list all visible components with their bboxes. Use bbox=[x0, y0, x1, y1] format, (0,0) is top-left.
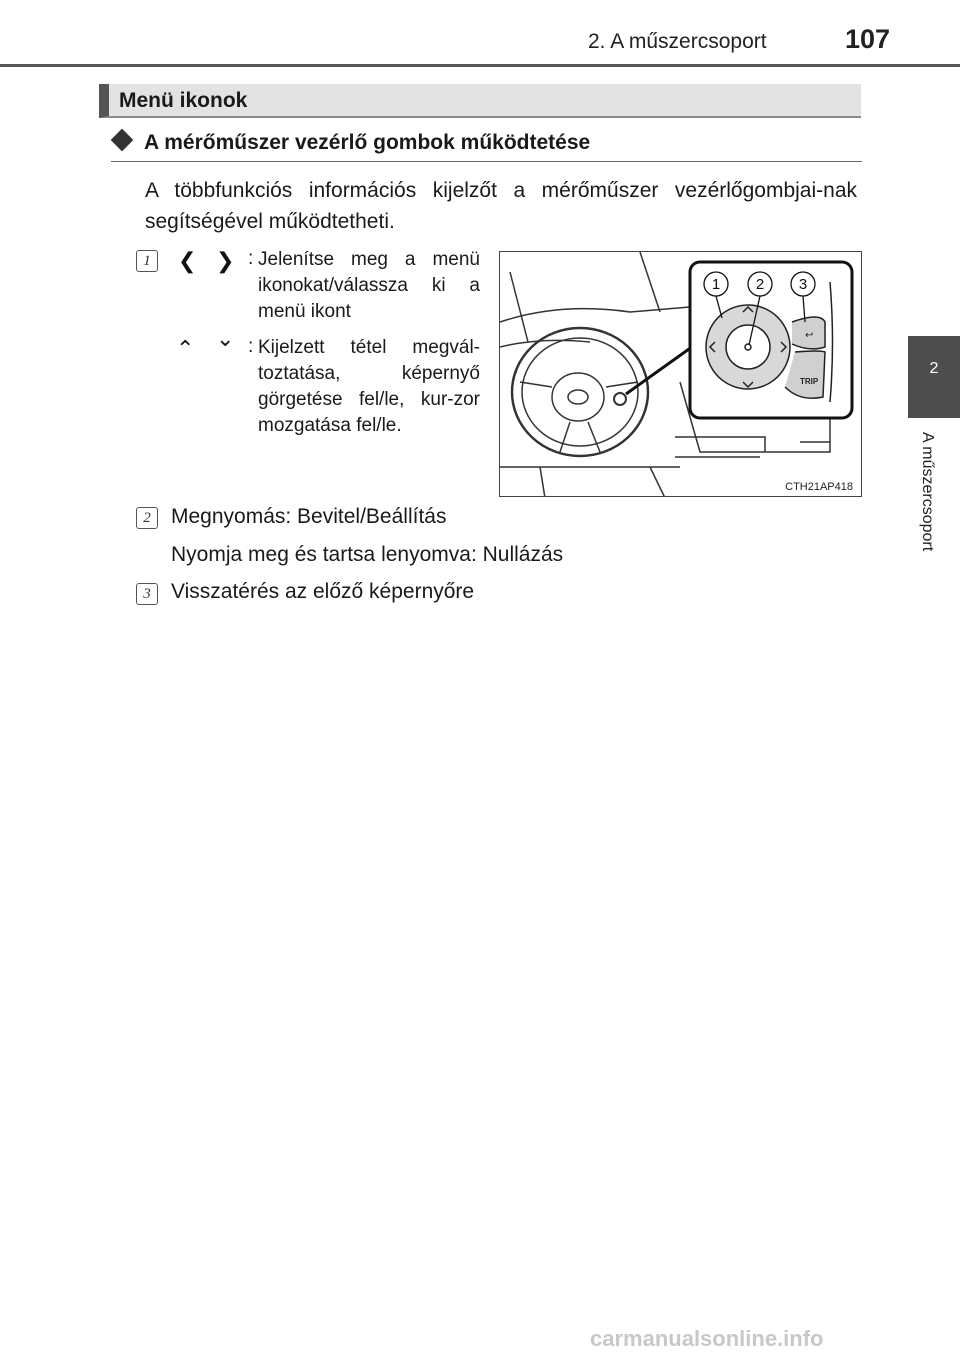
subheading-rule bbox=[111, 161, 862, 162]
chapter-tab-label: A műszercsoport bbox=[919, 432, 936, 552]
section-bar bbox=[99, 84, 861, 118]
chevron-left-icon: ❮ bbox=[178, 248, 197, 273]
callout-1: 1 bbox=[711, 276, 721, 293]
chevron-down-icon: ⌄ bbox=[216, 326, 235, 351]
definition-colon: : bbox=[248, 336, 254, 357]
chevron-up-icon: ⌃ bbox=[176, 336, 195, 361]
callout-2: 2 bbox=[755, 276, 765, 293]
item-text-secondary: Nyomja meg és tartsa lenyomva: Nullázás bbox=[171, 543, 564, 566]
running-header-section: 2. A műszercsoport bbox=[588, 30, 767, 53]
callout-3: 3 bbox=[798, 276, 808, 293]
header-rule bbox=[0, 64, 960, 67]
back-arrow-icon: ↩ bbox=[805, 330, 814, 341]
page-number: 107 bbox=[845, 24, 891, 54]
chevron-right-icon: ❯ bbox=[216, 248, 235, 273]
steering-wheel-illustration bbox=[499, 251, 862, 497]
watermark: carmanualsonline.info bbox=[590, 1326, 824, 1351]
subheading: A mérőműszer vezérlő gombok működtetése bbox=[144, 131, 591, 154]
trip-button-label: TRIP bbox=[800, 377, 819, 386]
section-title: Menü ikonok bbox=[119, 89, 248, 112]
item-text: Visszatérés az előző képernyőre bbox=[171, 580, 475, 603]
item-number-badge: 2 bbox=[136, 507, 158, 529]
definition-up-down: Kijelzett tétel megvál-toztatása, képernyő görgetése fel/le, kur-zor mozgatása fel/le. bbox=[258, 337, 480, 436]
chapter-tab bbox=[908, 336, 960, 418]
item-text: Megnyomás: Bevitel/Beállítás bbox=[171, 505, 447, 528]
chapter-tab-number: 2 bbox=[929, 360, 939, 377]
steering-wheel-drawing bbox=[500, 252, 862, 497]
illustration-code: CTH21AP418 bbox=[785, 481, 853, 493]
item-number-badge: 3 bbox=[136, 583, 158, 605]
definition-left-right: Jelenítse meg a menü ikonokat/válassza ki a menü ikont bbox=[258, 249, 480, 322]
intro-paragraph: A többfunkciós információs kijelzőt a mérőműszer vezérlőgombjai-nak segítségével működtetheti. bbox=[145, 179, 857, 233]
diamond-bullet-icon bbox=[111, 129, 134, 152]
definition-colon: : bbox=[248, 248, 254, 269]
item-number-badge: 1 bbox=[136, 250, 158, 272]
